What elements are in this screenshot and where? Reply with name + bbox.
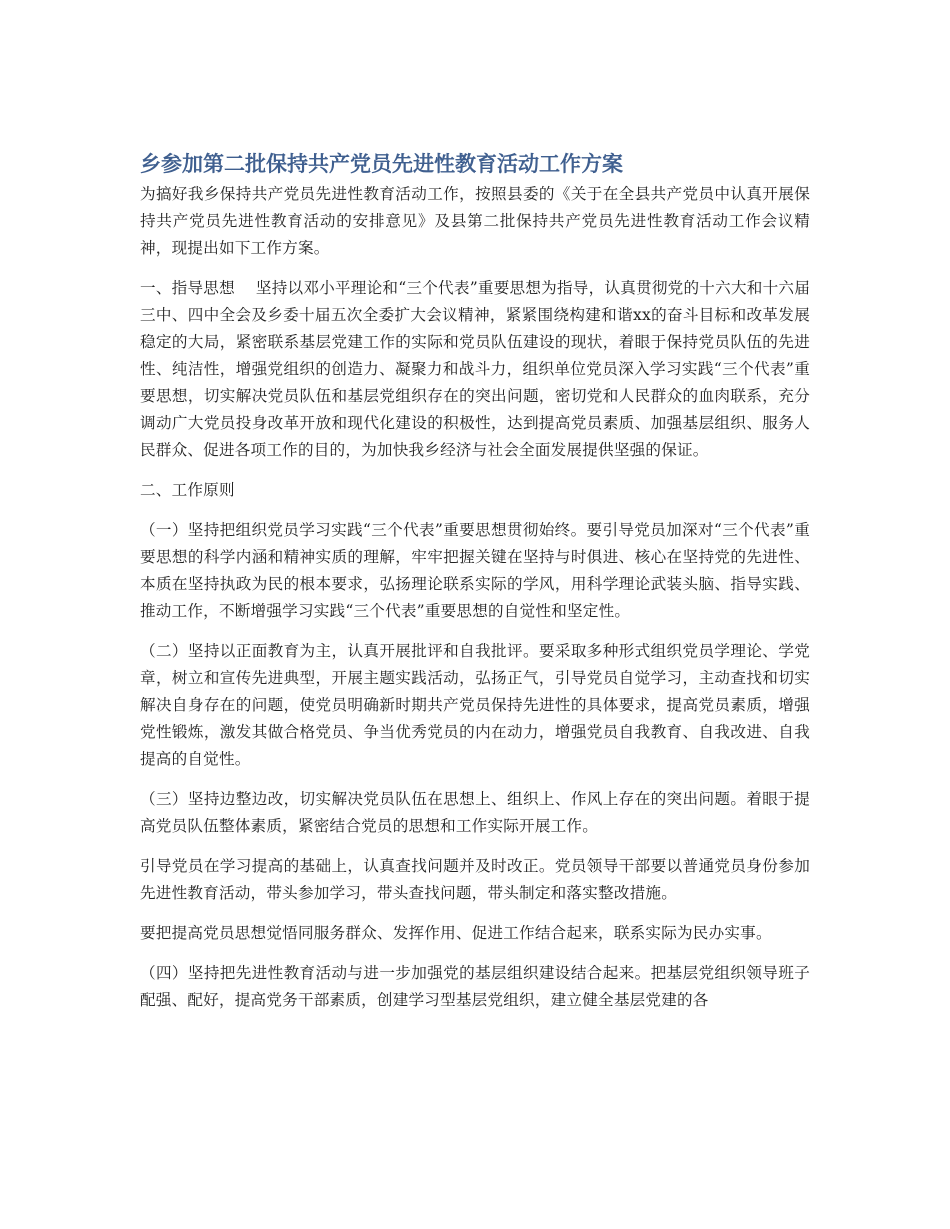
- work-principles-heading: 二、工作原则: [140, 481, 235, 499]
- principle-1-paragraph: （一）坚持把组织党员学习实践“三个代表”重要思想贯彻始终。要引导党员加深对“三个代表”重要思想的科学内涵和精神实质的理解，牢牢把握关键在坚持与时俱进、核心在坚持党的先进性、本质在坚持执政为民的根本要求，弘扬理论联系实际的学风，用科学理论武装头脑、指导实践、推动工作，不断增强学习实践“三个代表”重要思想的自觉性和坚定性。: [140, 521, 810, 620]
- principle-3-paragraph: （三）坚持边整边改，切实解决党员队伍在思想上、组织上、作风上存在的突出问题。着眼于提高党员队伍整体素质，紧密结合党员的思想和工作实际开展工作。: [140, 790, 810, 835]
- document-body: [140, 149, 810, 1027]
- principle-3-service-paragraph: 要把提高党员思想觉悟同服务群众、发挥作用、促进工作结合起来，联系实际为民办实事。: [140, 924, 772, 942]
- principle-3-detail-paragraph: 引导党员在学习提高的基础上，认真查找问题并及时改正。党员领导干部要以普通党员身份参加先进性教育活动，带头参加学习，带头查找问题，带头制定和落实整改措施。: [140, 857, 810, 902]
- principle-4-paragraph: （四）坚持把先进性教育活动与进一步加强党的基层组织建设结合起来。把基层党组织领导班子配强、配好，提高党务干部素质，创建学习型基层党组织，建立健全基层党建的各: [140, 964, 810, 1009]
- guiding-thought-paragraph: 一、指导思想 坚持以邓小平理论和“三个代表”重要思想为指导，认真贯彻党的十六大和十六届三中、四中全会及乡委十届五次全委扩大会议精神，紧紧围绕构建和谐xx的奋斗目标和改革发展稳定的大局，紧密联系基层党建工作的实际和党员队伍建设的现状，着眼于保持党员队伍的先进性、纯洁性，增强党组织的创造力、凝聚力和战斗力，组织单位党员深入学习实践“三个代表”重要思想，切实解决党员队伍和基层党组织存在的突出问题，密切党和人民群众的血肉联系，充分调动广大党员投身改革开放和现代化建设的积极性，达到提高党员素质、加强基层组织、服务人民群众、促进各项工作的目的，为加快我乡经济与社会全面发展提供坚强的保证。: [140, 279, 810, 459]
- document-title: 乡参加第二批保持共产党员先进性教育活动工作方案: [140, 152, 623, 176]
- intro-paragraph: 为搞好我乡保持共产党员先进性教育活动工作，按照县委的《关于在全县共产党员中认真开展保持共产党员先进性教育活动的安排意见》及县第二批保持共产党员先进性教育活动工作会议精神，现提出如下工作方案。: [140, 185, 810, 257]
- principle-2-paragraph: （二）坚持以正面教育为主，认真开展批评和自我批评。要采取多种形式组织党员学理论、学党章，树立和宣传先进典型，开展主题实践活动，弘扬正气，引导党员自觉学习，主动查找和切实解决自身存在的问题，使党员明确新时期共产党员保持先进性的具体要求，提高党员素质，增强党性锻炼，激发其做合格党员、争当优秀党员的内在动力，增强党员自我教育、自我改进、自我提高的自觉性。: [140, 642, 810, 768]
